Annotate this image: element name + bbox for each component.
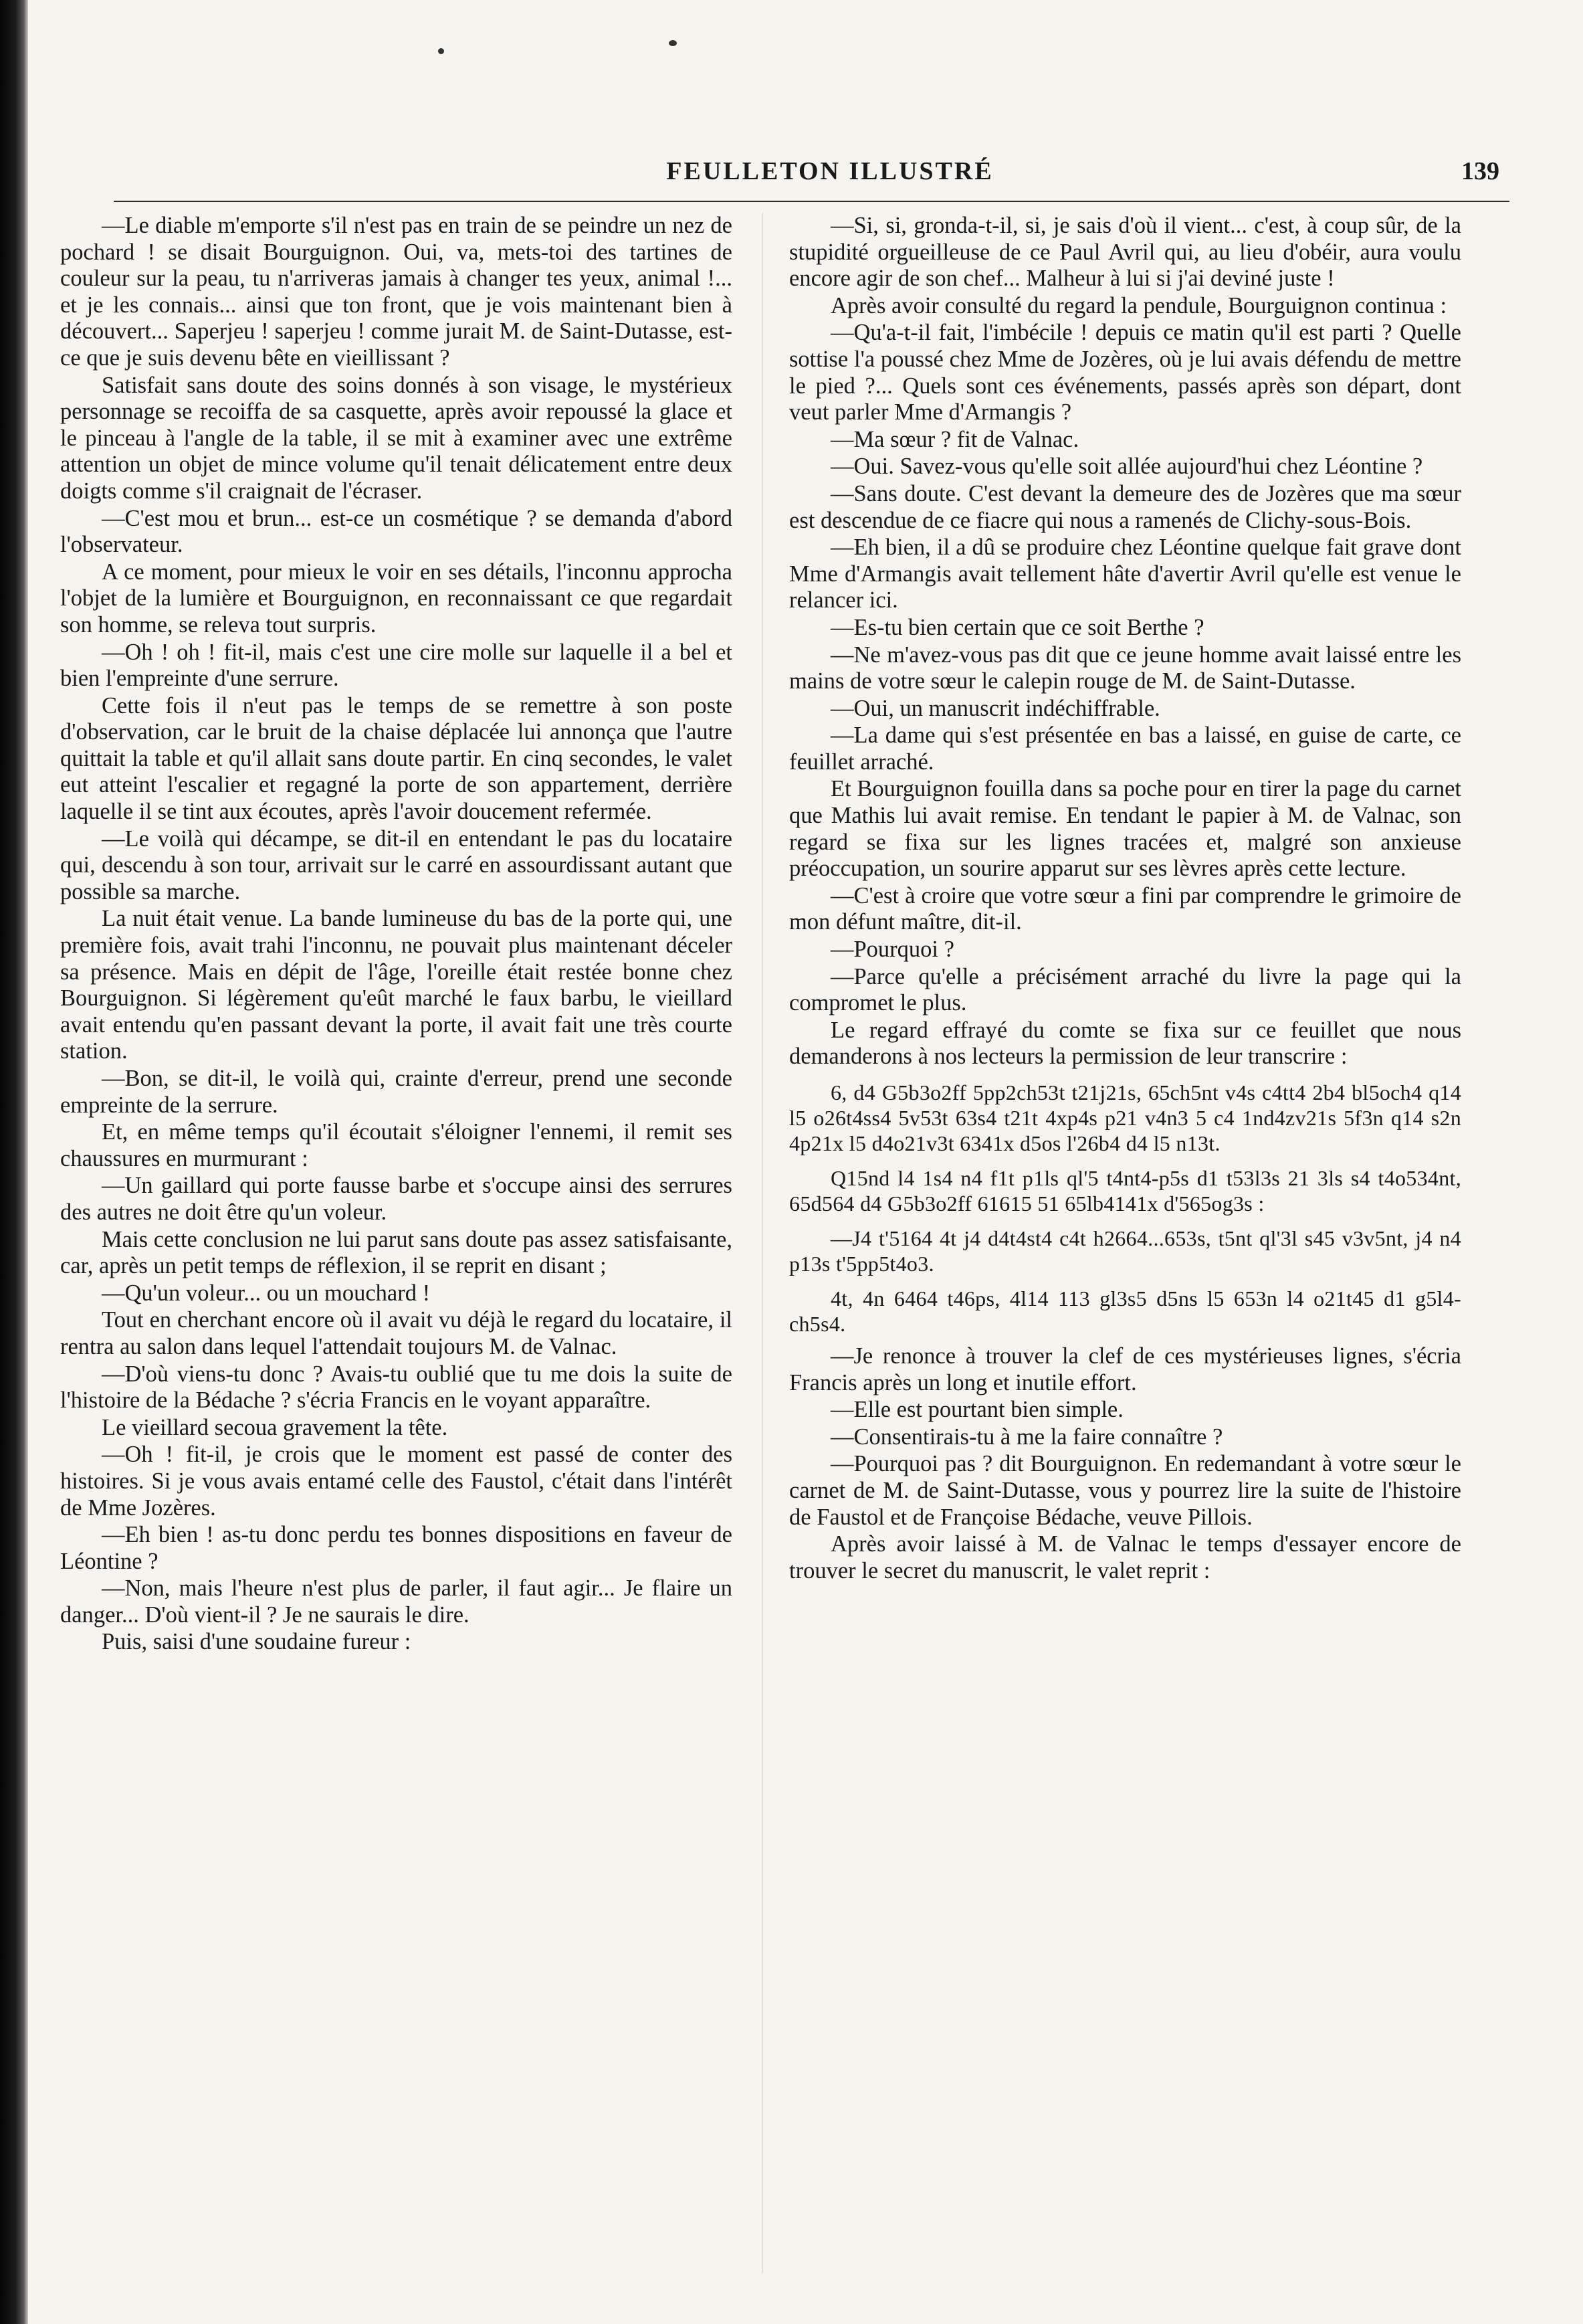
paragraph: —Qu'un voleur... ou un mouchard ! bbox=[102, 1280, 431, 1306]
paragraph: —Eh bien ! as-tu donc perdu tes bonnes dispositions en faveur de Léontine ? bbox=[60, 1522, 732, 1574]
paragraph: —Elle est pourtant bien simple. bbox=[831, 1397, 1124, 1423]
paragraph: —Pourquoi ? bbox=[831, 937, 954, 963]
paragraph: —Si, si, gronda-t-il, si, je sais d'où il vient... c'est, à coup sûr, de la stupidité orgueilleuse de ce Paul Avril qui, au lieu d'obéir, aura voulu encore agir de son chef... Malheur à lui si j'ai deviné juste ! bbox=[789, 213, 1461, 292]
page-number: 139 bbox=[1461, 157, 1499, 185]
paragraph: Cette fois il n'eut pas le temps de se remettre à son poste d'observation, car le bruit de la chaise déplacée lui annonça que l'autre quittait la table et qu'il allait sans doute partir. En cinq secondes, le valet eut atteint l'escalier et regagné la porte de son appartement, derrière laquelle il se tint aux écoutes, après l'avoir doucement refermée. bbox=[60, 692, 732, 825]
paragraph: Q15nd l4 1s4 n4 f1t p1ls ql'5 t4nt4-p5s d1 t53l3s 21 3ls s4 t4o534nt, 65d564 d4 G5b3o2ff 61615 51 65lb4141x d'565og3s : bbox=[789, 1166, 1461, 1216]
paragraph: Puis, saisi d'une soudaine fureur : bbox=[102, 1629, 411, 1655]
paragraph: —Bon, se dit-il, le voilà qui, crainte d'erreur, prend une seconde empreinte de la serrure. bbox=[60, 1066, 732, 1118]
paragraph: Et Bourguignon fouilla dans sa poche pour en tirer la page du carnet que Mathis lui avait remise. En tendant le papier à M. de Valnac, son regard se fixa sur les lignes tracées et, malgré son anxieuse préoccupation, un sourire apparut sur ses lèvres après cette lecture. bbox=[789, 776, 1461, 882]
paragraph: —Oh ! fit-il, je crois que le moment est passé de conter des histoires. Si je vous avais entamé celle des Faustol, c'était dans l'intérêt de Mme Jozères. bbox=[60, 1442, 732, 1521]
paragraph: —Le diable m'emporte s'il n'est pas en train de se peindre un nez de pochard ! se disait Bourguignon. Oui, va, mets-toi des tartines de couleur sur la peau, tu n'arriveras jamais à changer tes yeux, animal !... et je les connais... ainsi que ton front, que je vois maintenant bien à découvert... Saperjeu ! saperjeu ! comme jurait M. de Saint-Dutasse, est-ce que je suis devenu bête en vieillissant ? bbox=[60, 213, 732, 371]
paragraph: Le regard effrayé du comte se fixa sur ce feuillet que nous demanderons à nos lecteurs la permission de leur transcrire : bbox=[789, 1017, 1461, 1070]
paragraph: A ce moment, pour mieux le voir en ses détails, l'inconnu approcha l'objet de la lumière et Bourguignon, en reconnaissant ce que regardait son homme, se releva tout surpris. bbox=[60, 559, 732, 638]
paragraph: 6, d4 G5b3o2ff 5pp2ch53t t21j21s, 65ch5nt v4s c4tt4 2b4 bl5och4 q14 l5 o26t4ss4 5v53t 63s4 t21t 4xp4s p21 v4n3 5 c4 1nd4zv21s 5f3n q14 s2n 4p21x l5 d4o21v3t 6341x d5os l'26b4 d4 l5 n13t. bbox=[789, 1080, 1461, 1155]
paragraph: —Un gaillard qui porte fausse barbe et s'occupe ainsi des serrures des autres ne doit être qu'un voleur. bbox=[60, 1173, 732, 1225]
paragraph: Et, en même temps qu'il écoutait s'éloigner l'ennemi, il remit ses chaussures en murmurant : bbox=[60, 1119, 732, 1171]
page-binding-shadow bbox=[0, 0, 28, 2324]
paragraph: La nuit était venue. La bande lumineuse du bas de la porte qui, une première fois, avait trahi l'inconnu, ne pouvait plus maintenant déceler sa présence. Mais en dépit de l'âge, l'oreille était restée bonne chez Bourguignon. Si légèrement qu'eût marché le faux barbu, le vieillard avait entendu qu'en passant devant la porte, il avait fait une très courte station. bbox=[60, 906, 732, 1064]
paragraph: Mais cette conclusion ne lui parut sans doute pas assez satisfaisante, car, après un petit temps de réflexion, il se reprit en disant ; bbox=[60, 1226, 732, 1279]
paragraph: —Je renonce à trouver la clef de ces mystérieuses lignes, s'écria Francis après un long et inutile effort. bbox=[789, 1343, 1461, 1395]
paragraph: —Oh ! oh ! fit-il, mais c'est une cire molle sur laquelle il a bel et bien l'empreinte d'une serrure. bbox=[60, 639, 732, 692]
left-column bbox=[60, 213, 732, 2287]
paragraph: Satisfait sans doute des soins donnés à son visage, le mystérieux personnage se recoiffa de sa casquette, après avoir repoussé la glace et le pinceau à l'angle de la table, il se mit à examiner avec une extrême attention un objet de mince volume qu'il tenait délicatement entre deux doigts comme s'il craignait de l'écraser. bbox=[60, 372, 732, 504]
column-divider bbox=[762, 213, 763, 2273]
paragraph: —C'est à croire que votre sœur a fini par comprendre le grimoire de mon défunt maître, dit-il. bbox=[789, 882, 1461, 935]
page-header bbox=[161, 149, 1499, 195]
paragraph: —La dame qui s'est présentée en bas a laissé, en guise de carte, ce feuillet arraché. bbox=[789, 722, 1461, 775]
print-speck bbox=[438, 48, 444, 54]
right-column bbox=[789, 213, 1461, 2287]
paragraph: —D'où viens-tu donc ? Avais-tu oublié que tu me dois la suite de l'histoire de la Bédache ? s'écria Francis en le voyant apparaître. bbox=[60, 1361, 732, 1414]
paragraph: —Sans doute. C'est devant la demeure des de Jozères que ma sœur est descendue de ce fiacre qui nous a ramenés de Clichy-sous-Bois. bbox=[789, 480, 1461, 533]
paragraph: —Consentirais-tu à me la faire connaître ? bbox=[831, 1424, 1223, 1450]
paragraph: —Non, mais l'heure n'est plus de parler, il faut agir... Je flaire un danger... D'où vient-il ? Je ne saurais le dire. bbox=[60, 1575, 732, 1628]
paragraph: —Pourquoi pas ? dit Bourguignon. En redemandant à votre sœur le carnet de M. de Saint-Dutasse, vous y pourrez lire la suite de l'histoire de Faustol et de Françoise Bédache, veuve Pillois. bbox=[789, 1451, 1461, 1530]
paragraph: Après avoir consulté du regard la pendule, Bourguignon continua : bbox=[831, 292, 1447, 318]
paragraph: —J4 t'5164 4t j4 d4t4st4 c4t h2664...653s, t5nt ql'3l s45 v3v5nt, j4 n4 p13s t'5pp5t4o3. bbox=[789, 1226, 1461, 1276]
paragraph: —Oui, un manuscrit indéchiffrable. bbox=[831, 695, 1160, 721]
paragraph: Après avoir laissé à M. de Valnac le temps d'essayer encore de trouver le secret du manuscrit, le valet reprit : bbox=[789, 1531, 1461, 1583]
paragraph: —Oui. Savez-vous qu'elle soit allée aujourd'hui chez Léontine ? bbox=[831, 454, 1423, 480]
print-speck bbox=[669, 40, 677, 46]
paragraph: —Ne m'avez-vous pas dit que ce jeune homme avait laissé entre les mains de votre sœur le calepin rouge de M. de Saint-Dutasse. bbox=[789, 642, 1461, 694]
paragraph: —Ma sœur ? fit de Valnac. bbox=[831, 426, 1079, 452]
paragraph: —Qu'a-t-il fait, l'imbécile ! depuis ce matin qu'il est parti ? Quelle sottise l'a poussé chez Mme de Jozères, où je lui avais défendu de mettre le pied ?... Quels sont ces événements, passés après son départ, dont veut parler Mme d'Armangis ? bbox=[789, 320, 1461, 425]
paragraph: —Eh bien, il a dû se produire chez Léontine quelque fait grave dont Mme d'Armangis avait tellement hâte d'avertir Avril qu'elle est venue le relancer ici. bbox=[789, 535, 1461, 613]
running-title: FEULLETON ILLUSTRÉ bbox=[666, 157, 994, 185]
paragraph: —Parce qu'elle a précisément arraché du livre la page qui la compromet le plus. bbox=[789, 963, 1461, 1016]
paragraph: 4t, 4n 6464 t46ps, 4l14 113 gl3s5 d5ns l5 653n l4 o21t45 d1 g5l4-ch5s4. bbox=[789, 1286, 1461, 1336]
header-rule bbox=[114, 201, 1509, 202]
paragraph: Le vieillard secoua gravement la tête. bbox=[102, 1414, 448, 1440]
paragraph: Tout en cherchant encore où il avait vu déjà le regard du locataire, il rentra au salon dans lequel l'attendait toujours M. de Valnac. bbox=[60, 1307, 732, 1359]
paragraph: —Es-tu bien certain que ce soit Berthe ? bbox=[831, 614, 1204, 640]
paragraph: —Le voilà qui décampe, se dit-il en entendant le pas du locataire qui, descendu à son tour, arrivait sur le carré en assourdissant autant que possible sa marche. bbox=[60, 826, 732, 904]
paragraph: —C'est mou et brun... est-ce un cosmétique ? se demanda d'abord l'observateur. bbox=[60, 505, 732, 558]
